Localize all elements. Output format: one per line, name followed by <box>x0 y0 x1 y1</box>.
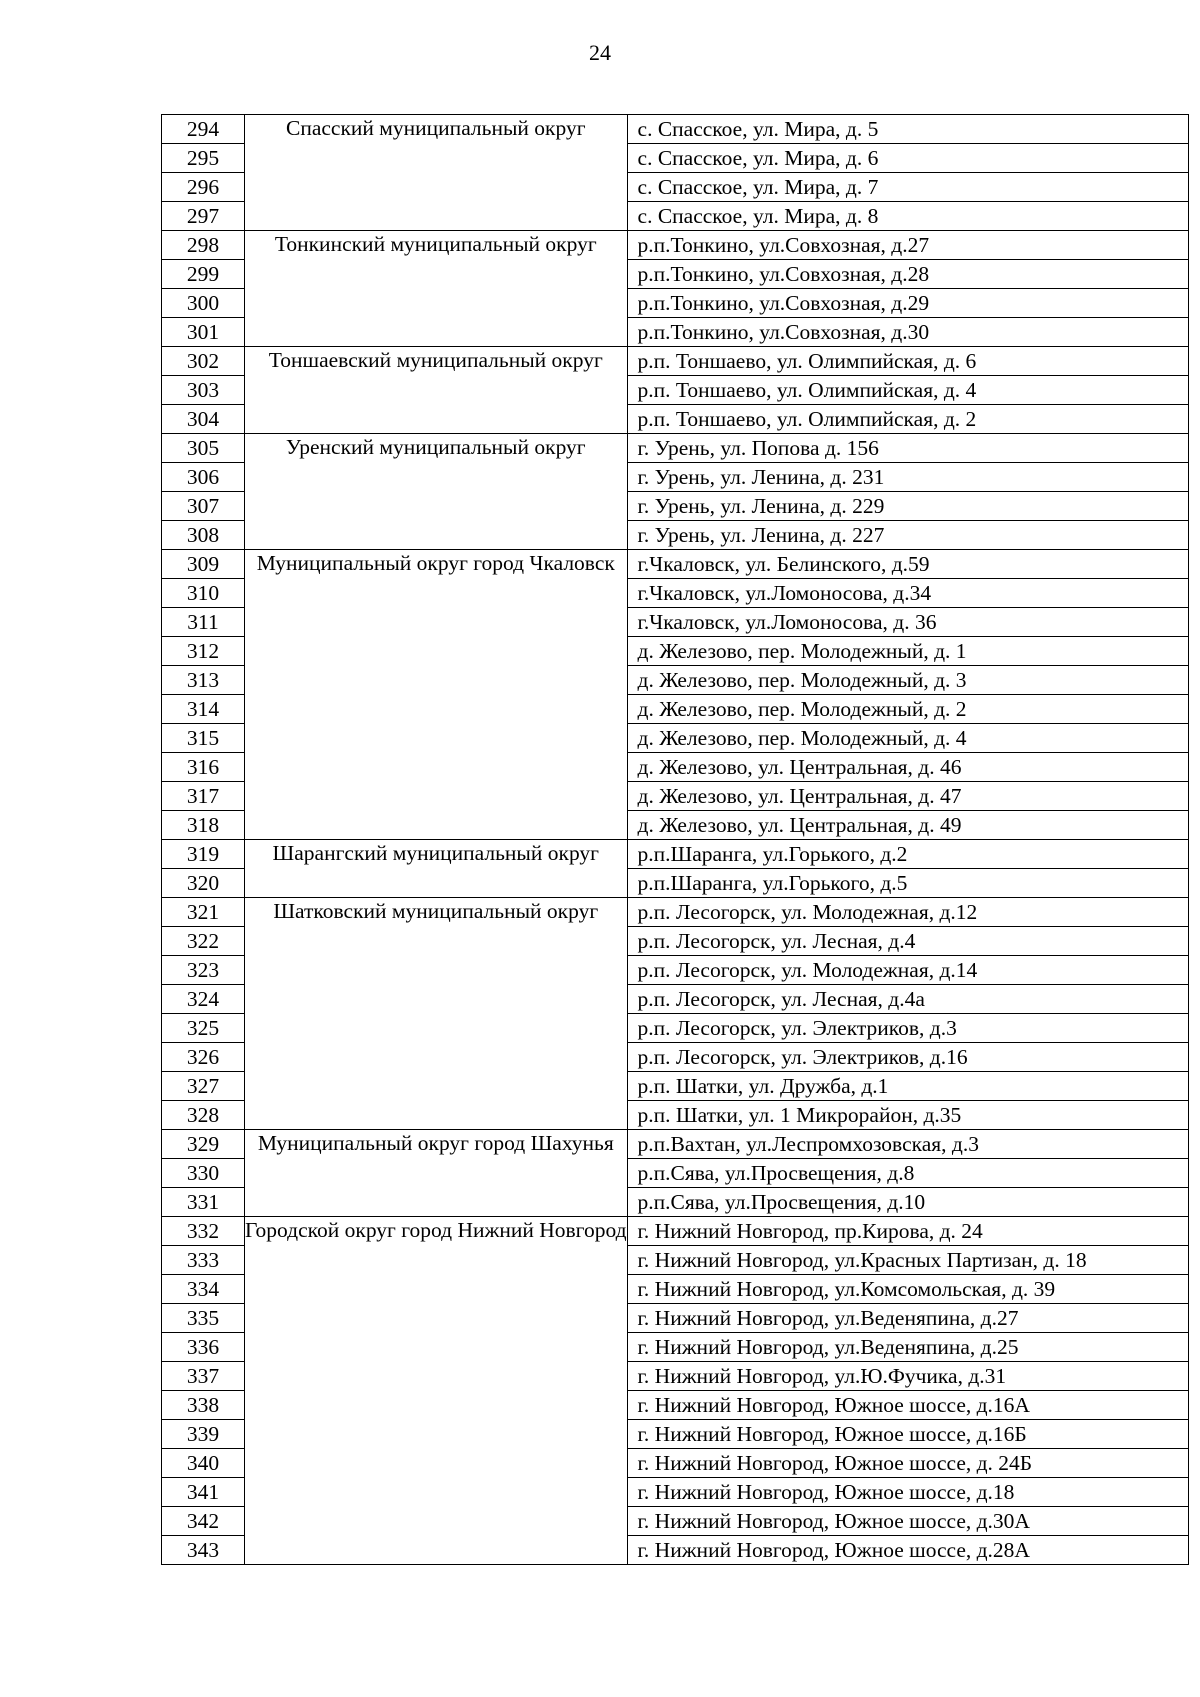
address: р.п. Шатки, ул. 1 Микрорайон, д.35 <box>627 1101 1188 1130</box>
address: г. Нижний Новгород, Южное шоссе, д.30А <box>627 1507 1188 1536</box>
row-number: 295 <box>162 144 245 173</box>
row-number: 332 <box>162 1217 245 1246</box>
row-number: 305 <box>162 434 245 463</box>
address: р.п. Шатки, ул. Дружба, д.1 <box>627 1072 1188 1101</box>
address: р.п.Шаранга, ул.Горького, д.2 <box>627 840 1188 869</box>
row-number: 338 <box>162 1391 245 1420</box>
address: р.п. Тоншаево, ул. Олимпийская, д. 2 <box>627 405 1188 434</box>
address: р.п.Сява, ул.Просвещения, д.8 <box>627 1159 1188 1188</box>
row-number: 337 <box>162 1362 245 1391</box>
row-number: 302 <box>162 347 245 376</box>
row-number: 341 <box>162 1478 245 1507</box>
address: д. Железово, пер. Молодежный, д. 2 <box>627 695 1188 724</box>
address: г. Урень, ул. Попова д. 156 <box>627 434 1188 463</box>
address: с. Спасское, ул. Мира, д. 8 <box>627 202 1188 231</box>
row-number: 321 <box>162 898 245 927</box>
district-name: Городской округ город Нижний Новгород <box>245 1217 628 1565</box>
row-number: 298 <box>162 231 245 260</box>
address: г.Чкаловск, ул. Белинского, д.59 <box>627 550 1188 579</box>
row-number: 306 <box>162 463 245 492</box>
address: с. Спасское, ул. Мира, д. 5 <box>627 115 1188 144</box>
address: г. Нижний Новгород, Южное шоссе, д.28А <box>627 1536 1188 1565</box>
address: г. Нижний Новгород, ул.Комсомольская, д. 39 <box>627 1275 1188 1304</box>
row-number: 323 <box>162 956 245 985</box>
row-number: 335 <box>162 1304 245 1333</box>
row-number: 326 <box>162 1043 245 1072</box>
address: г. Урень, ул. Ленина, д. 227 <box>627 521 1188 550</box>
row-number: 339 <box>162 1420 245 1449</box>
address: г. Урень, ул. Ленина, д. 229 <box>627 492 1188 521</box>
address: г. Нижний Новгород, ул.Красных Партизан, д. 18 <box>627 1246 1188 1275</box>
row-number: 325 <box>162 1014 245 1043</box>
row-number: 312 <box>162 637 245 666</box>
address: д. Железово, пер. Молодежный, д. 4 <box>627 724 1188 753</box>
row-number: 294 <box>162 115 245 144</box>
table-row <box>162 550 1189 579</box>
row-number: 300 <box>162 289 245 318</box>
address: р.п. Лесогорск, ул. Электриков, д.16 <box>627 1043 1188 1072</box>
address-table <box>161 114 1189 1565</box>
address: д. Железово, ул. Центральная, д. 49 <box>627 811 1188 840</box>
page-number: 24 <box>589 40 611 65</box>
row-number: 331 <box>162 1188 245 1217</box>
address: р.п.Тонкино, ул.Совхозная, д.28 <box>627 260 1188 289</box>
row-number: 314 <box>162 695 245 724</box>
row-number: 301 <box>162 318 245 347</box>
row-number: 297 <box>162 202 245 231</box>
address: г. Нижний Новгород, пр.Кирова, д. 24 <box>627 1217 1188 1246</box>
district-name: Шатковский муниципальный округ <box>245 898 628 1130</box>
row-number: 316 <box>162 753 245 782</box>
address: р.п.Сява, ул.Просвещения, д.10 <box>627 1188 1188 1217</box>
row-number: 342 <box>162 1507 245 1536</box>
address: г. Нижний Новгород, ул.Веденяпина, д.25 <box>627 1333 1188 1362</box>
address: р.п.Вахтан, ул.Леспромхозовская, д.3 <box>627 1130 1188 1159</box>
row-number: 307 <box>162 492 245 521</box>
address: г. Нижний Новгород, Южное шоссе, д.16А <box>627 1391 1188 1420</box>
address: р.п. Лесогорск, ул. Лесная, д.4а <box>627 985 1188 1014</box>
address: г. Нижний Новгород, Южное шоссе, д.16Б <box>627 1420 1188 1449</box>
table-row <box>162 434 1189 463</box>
address: д. Железово, ул. Центральная, д. 47 <box>627 782 1188 811</box>
table-row <box>162 231 1189 260</box>
row-number: 315 <box>162 724 245 753</box>
table-row <box>162 898 1189 927</box>
row-number: 324 <box>162 985 245 1014</box>
row-number: 296 <box>162 173 245 202</box>
address: г.Чкаловск, ул.Ломоносова, д.34 <box>627 579 1188 608</box>
address: р.п. Лесогорск, ул. Молодежная, д.12 <box>627 898 1188 927</box>
row-number: 334 <box>162 1275 245 1304</box>
table-row <box>162 1217 1189 1246</box>
address: р.п. Тоншаево, ул. Олимпийская, д. 4 <box>627 376 1188 405</box>
address: г. Нижний Новгород, Южное шоссе, д.18 <box>627 1478 1188 1507</box>
address: г. Нижний Новгород, ул.Веденяпина, д.27 <box>627 1304 1188 1333</box>
row-number: 336 <box>162 1333 245 1362</box>
table-row <box>162 1130 1189 1159</box>
address: г. Нижний Новгород, ул.Ю.Фучика, д.31 <box>627 1362 1188 1391</box>
district-name: Тонкинский муниципальный округ <box>245 231 628 347</box>
row-number: 322 <box>162 927 245 956</box>
address: д. Железово, пер. Молодежный, д. 3 <box>627 666 1188 695</box>
row-number: 311 <box>162 608 245 637</box>
row-number: 309 <box>162 550 245 579</box>
address-table-body <box>162 115 1189 1565</box>
address: р.п. Лесогорск, ул. Электриков, д.3 <box>627 1014 1188 1043</box>
district-name: Муниципальный округ город Чкаловск <box>245 550 628 840</box>
address: р.п.Тонкино, ул.Совхозная, д.29 <box>627 289 1188 318</box>
address: р.п.Тонкино, ул.Совхозная, д.30 <box>627 318 1188 347</box>
district-name: Уренский муниципальный округ <box>245 434 628 550</box>
row-number: 320 <box>162 869 245 898</box>
district-name: Тоншаевский муниципальный округ <box>245 347 628 434</box>
address: с. Спасское, ул. Мира, д. 6 <box>627 144 1188 173</box>
district-name: Муниципальный округ город Шахунья <box>245 1130 628 1217</box>
row-number: 327 <box>162 1072 245 1101</box>
row-number: 317 <box>162 782 245 811</box>
address: р.п. Лесогорск, ул. Молодежная, д.14 <box>627 956 1188 985</box>
row-number: 299 <box>162 260 245 289</box>
table-row <box>162 840 1189 869</box>
address: р.п. Тоншаево, ул. Олимпийская, д. 6 <box>627 347 1188 376</box>
row-number: 328 <box>162 1101 245 1130</box>
address: д. Железово, пер. Молодежный, д. 1 <box>627 637 1188 666</box>
row-number: 303 <box>162 376 245 405</box>
row-number: 340 <box>162 1449 245 1478</box>
district-name: Спасский муниципальный округ <box>245 115 628 231</box>
row-number: 343 <box>162 1536 245 1565</box>
row-number: 333 <box>162 1246 245 1275</box>
address: д. Железово, ул. Центральная, д. 46 <box>627 753 1188 782</box>
row-number: 310 <box>162 579 245 608</box>
row-number: 329 <box>162 1130 245 1159</box>
address: г.Чкаловск, ул.Ломоносова, д. 36 <box>627 608 1188 637</box>
district-name: Шарангский муниципальный округ <box>245 840 628 898</box>
address: с. Спасское, ул. Мира, д. 7 <box>627 173 1188 202</box>
row-number: 318 <box>162 811 245 840</box>
table-row <box>162 347 1189 376</box>
address: р.п. Лесогорск, ул. Лесная, д.4 <box>627 927 1188 956</box>
row-number: 319 <box>162 840 245 869</box>
address: р.п.Тонкино, ул.Совхозная, д.27 <box>627 231 1188 260</box>
row-number: 308 <box>162 521 245 550</box>
address: р.п.Шаранга, ул.Горького, д.5 <box>627 869 1188 898</box>
table-row <box>162 115 1189 144</box>
row-number: 304 <box>162 405 245 434</box>
address: г. Нижний Новгород, Южное шоссе, д. 24Б <box>627 1449 1188 1478</box>
row-number: 313 <box>162 666 245 695</box>
row-number: 330 <box>162 1159 245 1188</box>
address: г. Урень, ул. Ленина, д. 231 <box>627 463 1188 492</box>
